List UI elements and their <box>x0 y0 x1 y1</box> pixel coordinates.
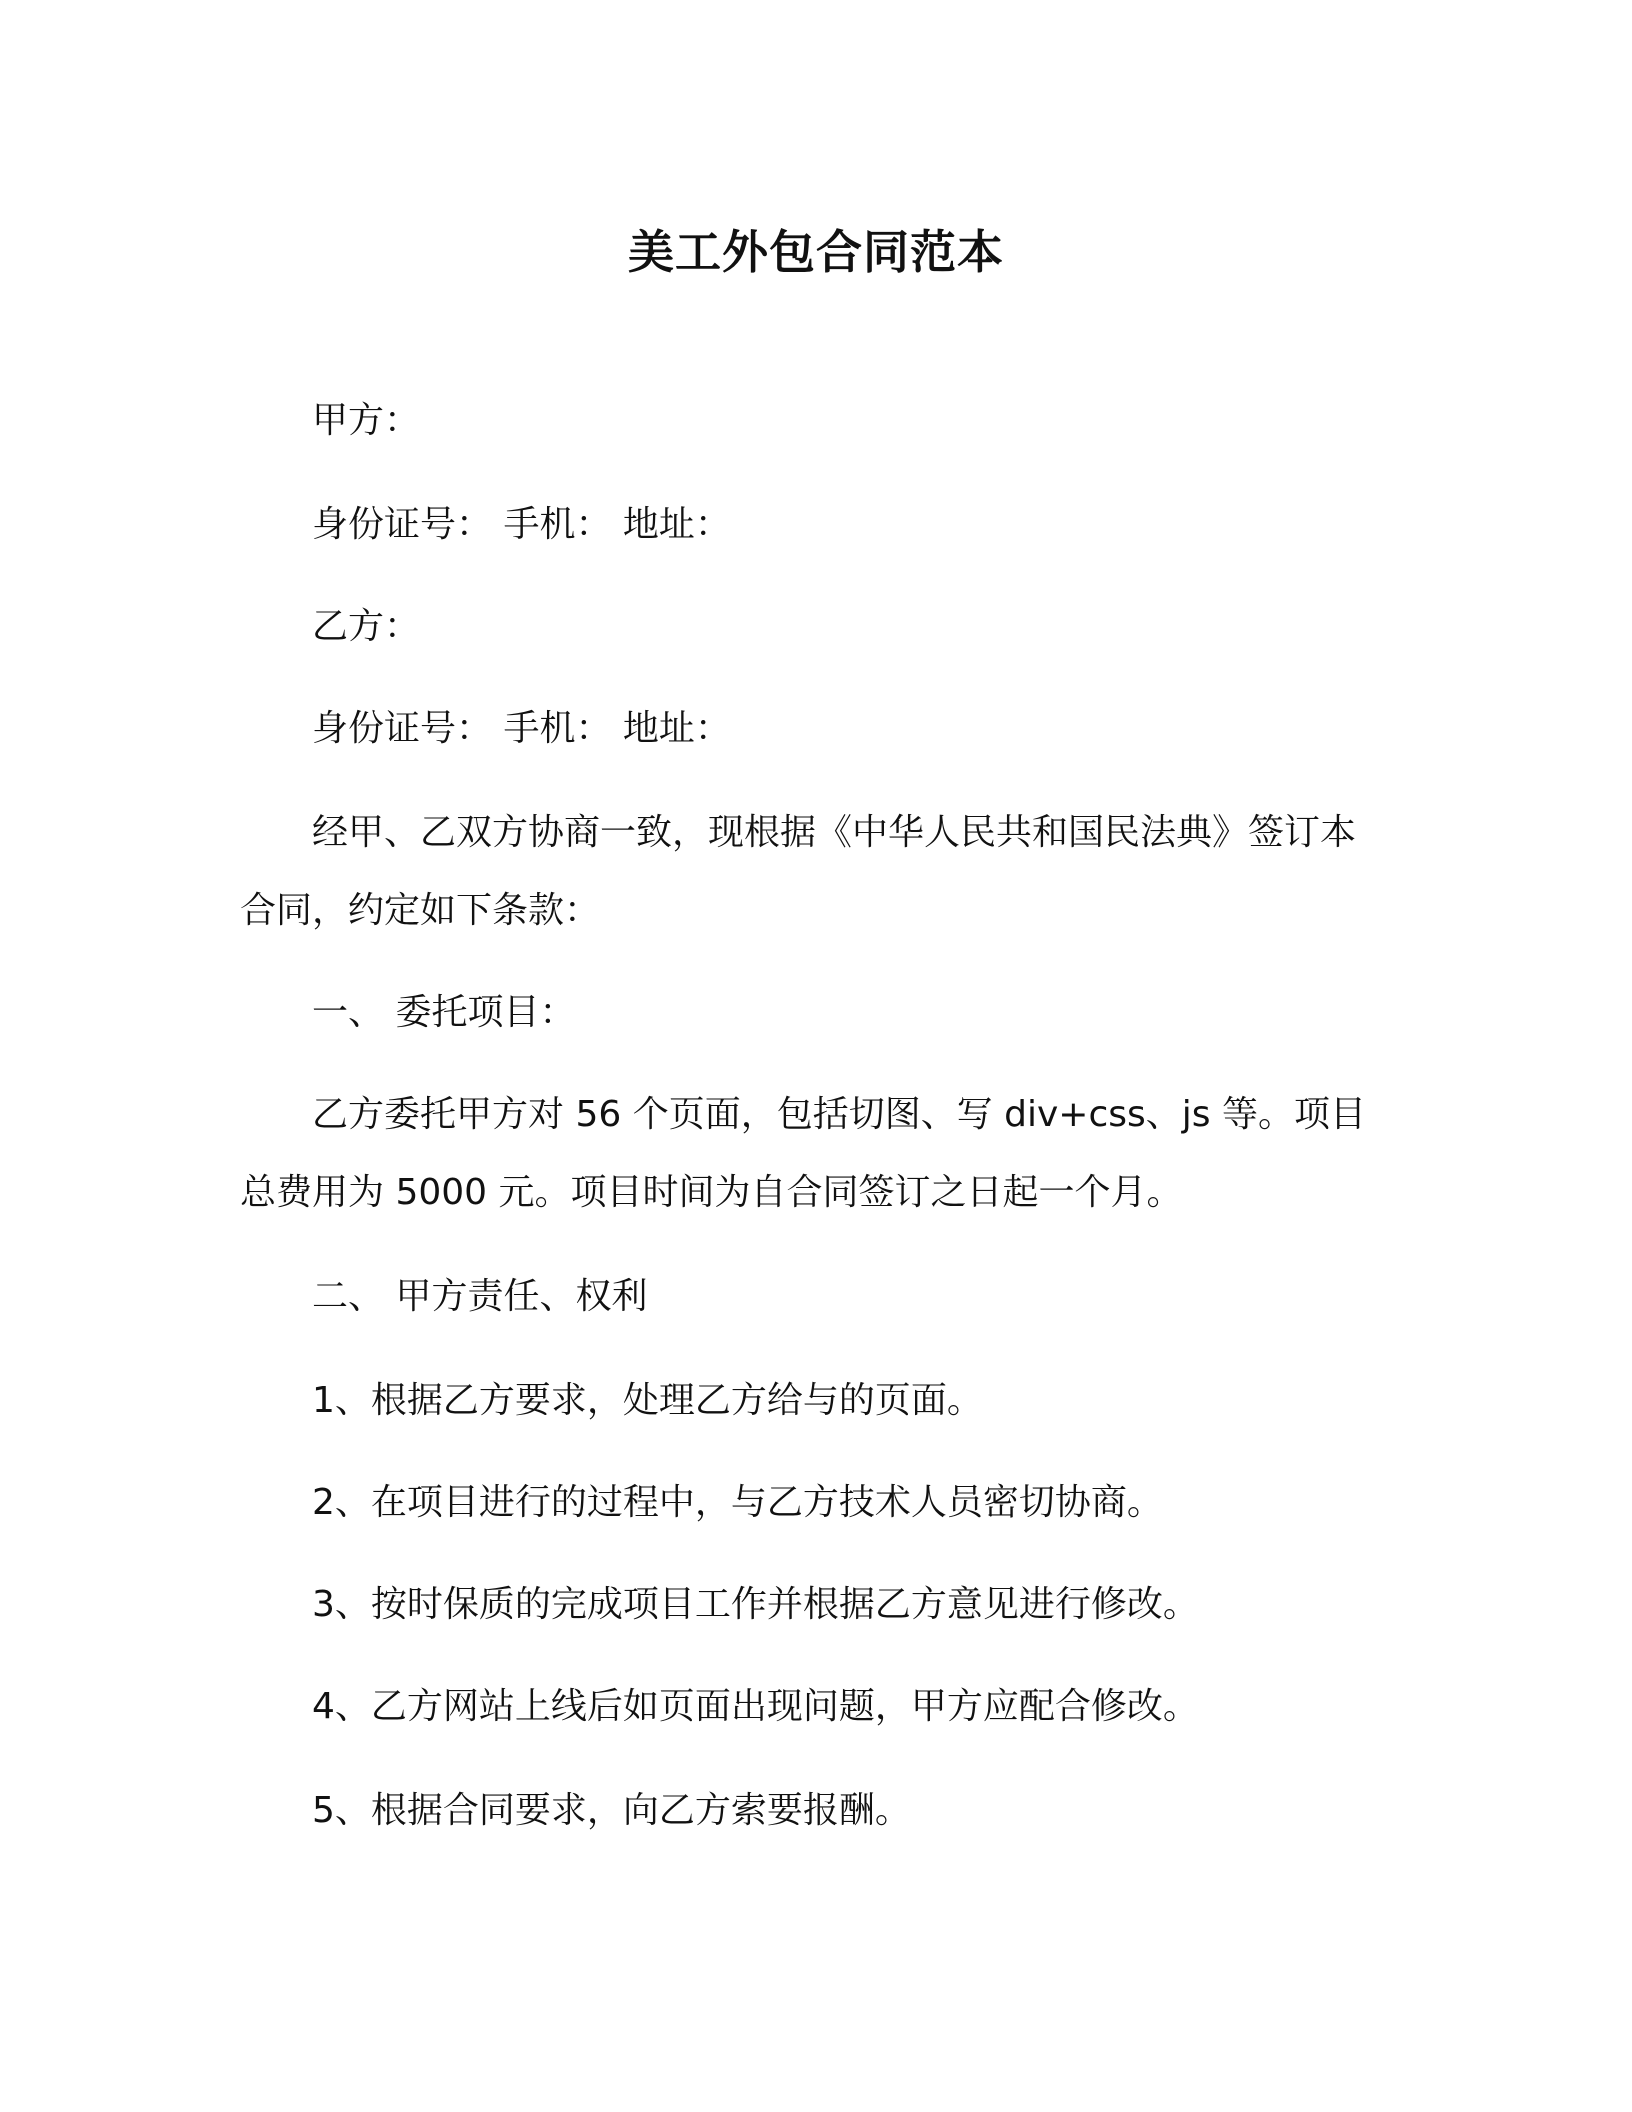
party-a-label: 甲方： <box>312 400 421 441</box>
section2-item-4: 4、乙方网站上线后如页面出现问题，甲方应配合修改。 <box>312 1686 1199 1727</box>
party-b-label: 乙方： <box>312 606 421 647</box>
section2-item-3: 3、按时保质的完成项目工作并根据乙方意见进行修改。 <box>312 1584 1199 1625</box>
section2-item-1: 1、根据乙方要求，处理乙方给与的页面。 <box>312 1380 983 1421</box>
section2-item-2: 2、在项目进行的过程中，与乙方技术人员密切协商。 <box>312 1482 1163 1523</box>
party-b-info: 身份证号： 手机： 地址： <box>312 708 731 749</box>
section2-heading: 二、 甲方责任、权利 <box>312 1276 648 1317</box>
section1-heading: 一、 委托项目： <box>312 992 576 1033</box>
section1-body: 乙方委托甲方对 56 个页面，包括切图、写 div+css、js 等。项目总费用为 5000 元。项目时间为自合同签订之日起一个月。 <box>240 1094 1366 1213</box>
section2-item-5: 5、根据合同要求，向乙方索要报酬。 <box>312 1790 911 1831</box>
party-a-info: 身份证号： 手机： 地址： <box>312 504 731 545</box>
document-title: 美工外包合同范本 <box>628 225 1004 279</box>
intro-paragraph: 经甲、乙双方协商一致，现根据《中华人民共和国民法典》签订本合同，约定如下条款： <box>240 812 1357 931</box>
